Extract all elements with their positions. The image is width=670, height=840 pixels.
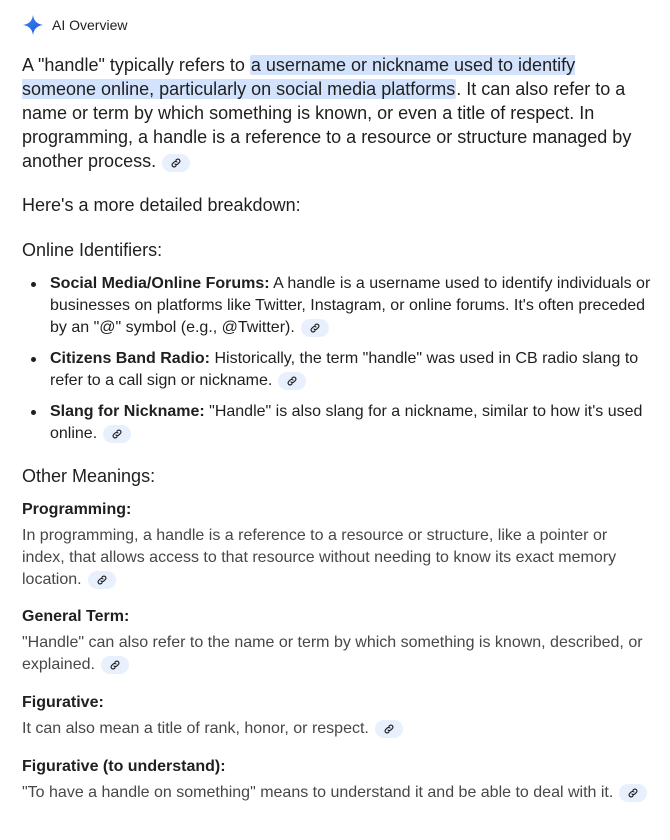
- breakdown-text: Here's a more detailed breakdown:: [22, 195, 301, 215]
- online-identifiers-heading: Online Identifiers:: [22, 240, 163, 260]
- ai-overview-title: AI Overview: [52, 17, 128, 33]
- list-item-term: Social Media/Online Forums:: [50, 275, 270, 292]
- definition-title: General Term:: [22, 608, 130, 625]
- list-item: [22, 348, 654, 392]
- list-item-text: Historically, the term "handle" was used in CB radio slang to refer to a call sign or nickname.: [50, 350, 639, 389]
- source-link-button[interactable]: [619, 784, 647, 802]
- link-icon: [96, 574, 108, 586]
- link-icon: [109, 659, 121, 671]
- sparkle-icon: [22, 14, 44, 36]
- source-link-button[interactable]: [375, 720, 403, 738]
- link-icon: [170, 157, 182, 169]
- definition-body: [22, 525, 654, 591]
- link-icon: [309, 322, 321, 334]
- definition-title: Figurative:: [22, 694, 104, 711]
- definition-general-term: [22, 606, 654, 676]
- source-link-button[interactable]: [301, 319, 329, 337]
- ai-overview-header: [22, 12, 127, 38]
- link-icon: [286, 375, 298, 387]
- definition-body: [22, 632, 654, 676]
- source-link-button[interactable]: [101, 656, 129, 674]
- definition-text: In programming, a handle is a reference to a resource or structure, like a pointer or index, that allows access to that resource without needing to know its exact memory location.: [22, 527, 617, 588]
- list-item-term: Citizens Band Radio:: [50, 350, 211, 367]
- list-item-term: Slang for Nickname:: [50, 403, 205, 420]
- definition-figurative-understand: [22, 756, 654, 804]
- definition-text: "Handle" can also refer to the name or term by which something is known, described, or explained.: [22, 634, 643, 673]
- link-icon: [111, 428, 123, 440]
- source-link-button[interactable]: [103, 425, 131, 443]
- definition-body: [22, 782, 654, 804]
- intro-paragraph: [22, 53, 652, 173]
- other-meanings-heading: Other Meanings:: [22, 466, 156, 486]
- list-item-text: A handle is a username used to identify individuals or businesses on platforms like Twitter, Instagram, or online forums. It's often preceded by an "@" symbol (e.g., @Twitter).: [50, 275, 651, 336]
- intro-highlight: a username or nickname used to identify someone online, particularly on social media platforms: [22, 55, 576, 99]
- definition-title: Figurative (to understand):: [22, 758, 226, 775]
- source-link-button[interactable]: [88, 571, 116, 589]
- definition-body: [22, 718, 654, 740]
- list-item-text: "Handle" is also slang for a nickname, similar to how it's used online.: [50, 403, 643, 442]
- intro-rest: . It can also refer to a name or term by which something is known, or even a title of respect. In programming, a handle is a reference to a resource or structure managed by another process.: [22, 79, 632, 171]
- source-link-button[interactable]: [278, 372, 306, 390]
- list-item: [22, 401, 654, 445]
- definition-text: It can also mean a title of rank, honor, or respect.: [22, 720, 369, 737]
- link-icon: [627, 787, 639, 799]
- list-item: [22, 273, 654, 339]
- source-link-button[interactable]: [162, 154, 190, 172]
- intro-lead: A "handle" typically refers to: [22, 55, 250, 75]
- definition-figurative: [22, 692, 654, 740]
- definition-text: "To have a handle on something" means to understand it and be able to deal with it.: [22, 784, 614, 801]
- online-identifiers-list: [22, 273, 654, 454]
- definition-programming: [22, 499, 654, 591]
- definition-title: Programming:: [22, 501, 132, 518]
- link-icon: [383, 723, 395, 735]
